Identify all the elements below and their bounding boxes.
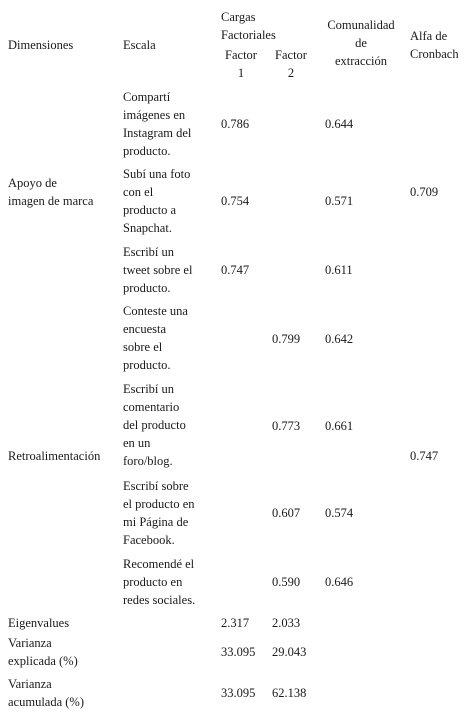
escala-item: Recomendé el producto en redes sociales.	[123, 557, 196, 607]
factor1-value: 0.747	[221, 263, 250, 277]
comunalidad-value: 0.571	[325, 194, 354, 208]
factor1-value: 0.754	[221, 194, 250, 208]
header-factor-2: Factor 2	[275, 48, 307, 80]
factor1-value: 0.786	[221, 117, 250, 131]
dimension-apoyo-imagen: Apoyo de imagen de marca	[8, 176, 94, 208]
escala-item: Compartí imágenes en Instagram del producto.	[123, 90, 192, 158]
dimension-retroalimentacion: Retroalimentación	[8, 449, 101, 463]
comunalidad-value: 0.611	[325, 263, 353, 277]
summary-label-eigenvalues: Eigenvalues	[8, 616, 70, 630]
summary-label-varianza-explicada: Varianza explicada (%)	[8, 636, 78, 668]
factor2-value: 0.590	[272, 575, 301, 589]
factor2-value: 0.607	[272, 506, 301, 520]
summary-eigen-f2: 2.033	[272, 616, 301, 630]
alfa-retroalimentacion: 0.747	[410, 449, 439, 463]
escala-item: Conteste una encuesta sobre el producto.	[123, 304, 188, 372]
summary-acumulada-f2: 62.138	[272, 686, 307, 700]
header-alfa-cronbach: Alfa de Cronbach	[410, 29, 459, 61]
comunalidad-value: 0.574	[325, 506, 354, 520]
header-escala: Escala	[123, 38, 156, 52]
escala-item: Escribí un comentario del producto en un foro/blog.	[123, 382, 186, 468]
header-cargas-factoriales: Cargas Factoriales	[221, 10, 276, 42]
comunalidad-value: 0.642	[325, 332, 354, 346]
comunalidad-value: 0.661	[325, 419, 354, 433]
alfa-apoyo-imagen: 0.709	[410, 185, 439, 199]
escala-item: Escribí sobre el producto en mi Página de Facebook.	[123, 479, 195, 547]
factor2-value: 0.773	[272, 419, 301, 433]
header-dimensiones: Dimensiones	[8, 38, 74, 52]
comunalidad-value: 0.646	[325, 575, 354, 589]
header-comunalidad: Comunalidad de extracción	[327, 18, 395, 68]
summary-explicada-f2: 29.043	[272, 645, 307, 659]
comunalidad-value: 0.644	[325, 117, 354, 131]
escala-item: Subí una foto con el producto a Snapchat.	[123, 167, 191, 235]
factor2-value: 0.799	[272, 332, 301, 346]
summary-explicada-f1: 33.095	[221, 645, 256, 659]
summary-eigen-f1: 2.317	[221, 616, 250, 630]
header-factor-1: Factor 1	[225, 48, 257, 80]
summary-acumulada-f1: 33.095	[221, 686, 256, 700]
summary-label-varianza-acumulada: Varianza acumulada (%)	[8, 677, 85, 709]
escala-item: Escribí un tweet sobre el producto.	[123, 245, 193, 295]
